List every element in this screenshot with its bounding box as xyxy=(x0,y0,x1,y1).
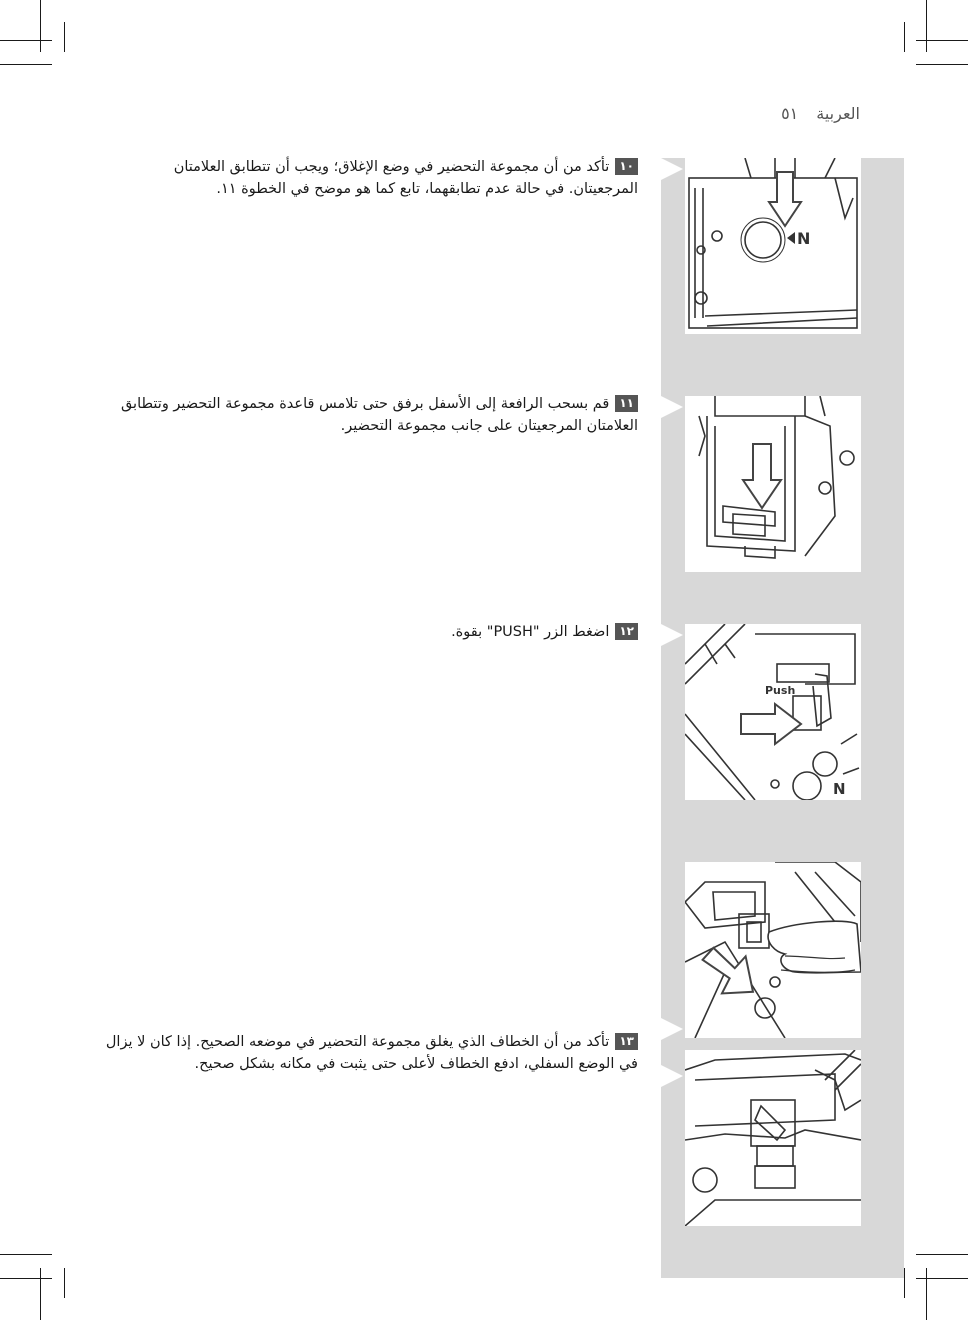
crop-mark xyxy=(916,40,968,41)
step-number-badge: ١١ xyxy=(615,395,638,412)
pointer-notch xyxy=(661,624,683,646)
crop-mark xyxy=(64,1268,65,1298)
illustration-step-10 xyxy=(685,158,861,334)
page-number: ٥١ xyxy=(781,104,799,123)
crop-mark xyxy=(64,22,65,52)
illustration-step-12 xyxy=(685,624,861,800)
step-number-badge: ١٠ xyxy=(615,158,638,175)
push-label: Push xyxy=(765,684,796,697)
pointer-notch xyxy=(661,158,683,180)
crop-mark xyxy=(926,1268,927,1320)
crop-mark xyxy=(0,64,52,65)
crop-mark xyxy=(904,1268,905,1298)
reference-mark-letter: N xyxy=(833,780,846,798)
illustration-step-11 xyxy=(685,396,861,572)
page-header xyxy=(781,104,860,123)
step-text: تأكد من أن مجموعة التحضير في وضع الإغلاق؛ ويجب أن تتطابق العلامتان المرجعيتان. في حالة عدم تطابقهما، تابع كما هو موضح في الخطوة ١١. xyxy=(173,159,638,197)
crop-mark xyxy=(916,1278,968,1279)
pointer-notch xyxy=(661,396,683,418)
hand-hook-image xyxy=(685,862,861,1038)
brew-group-lever-image xyxy=(685,396,861,572)
illustration-hook-check xyxy=(685,862,861,1038)
language-label: العربية xyxy=(816,104,860,123)
step-number-badge: ١٣ xyxy=(615,1033,638,1050)
crop-mark xyxy=(40,1268,41,1320)
hook-position-image xyxy=(685,1050,861,1226)
reference-mark-letter: N xyxy=(797,229,811,248)
brew-group-reference-marks-image xyxy=(685,158,861,334)
crop-mark xyxy=(916,64,968,65)
instruction-step xyxy=(100,621,638,643)
illustration-step-13 xyxy=(685,1050,861,1226)
crop-mark xyxy=(40,0,41,52)
crop-mark xyxy=(926,0,927,52)
step-text: قم بسحب الرافعة إلى الأسفل برفق حتى تلامس قاعدة مجموعة التحضير وتتطابق العلامتان المرجعيتان على جانب مجموعة التحضير. xyxy=(120,396,638,434)
pointer-notch xyxy=(661,1018,683,1040)
crop-mark xyxy=(0,1278,52,1279)
instruction-step xyxy=(100,393,638,437)
step-number-badge: ١٢ xyxy=(615,623,638,640)
crop-mark xyxy=(0,1254,52,1255)
crop-mark xyxy=(916,1254,968,1255)
push-button-image xyxy=(685,624,861,800)
instruction-step xyxy=(100,156,638,200)
step-text: اضغط الزر "PUSH" بقوة. xyxy=(451,624,610,640)
step-text: تأكد من أن الخطاف الذي يغلق مجموعة التحضير في موضعه الصحيح. إذا كان لا يزال في الوضع السفلي، ادفع الخطاف لأعلى حتى يثبت في مكانه بشكل صحيح. xyxy=(105,1034,638,1072)
pointer-notch xyxy=(661,1065,683,1087)
crop-mark xyxy=(0,40,52,41)
crop-mark xyxy=(904,22,905,52)
instruction-step xyxy=(100,1031,638,1075)
